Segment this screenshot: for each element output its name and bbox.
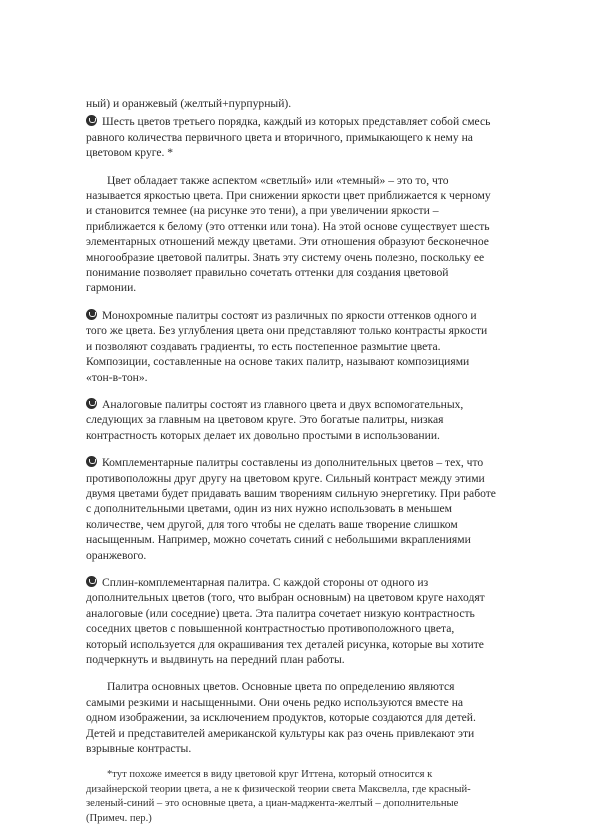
bullet-paragraph-analogous	[86, 397, 496, 443]
bullet-paragraph-monochrome	[86, 308, 496, 385]
paragraph-text: Шесть цветов третьего порядка, каждый из которых представляет собой смесь равного количества первичного цвета и вторичного, примыкающего к нему на цветовом круге. *	[86, 115, 491, 160]
bullet-paragraph-tertiary-colors	[86, 114, 496, 160]
bullet-paragraph-complementary	[86, 455, 496, 563]
paragraph-primary-palette	[86, 679, 496, 756]
palette-icon	[86, 576, 97, 587]
page-content	[86, 96, 496, 837]
palette-icon	[86, 115, 97, 126]
paragraph-text: Аналоговые палитры состоят из главного цвета и двух вспомогательных, следующих за главным на цветовом круге. Это богатые палитры, низкая контрастность которых делает их довольно простыми в использовании.	[86, 397, 464, 442]
paragraph-text: Монохромные палитры состоят из различных по яркости оттенков одного и того же цвета. Без углубления цвета они представляют только контрасты яркости и позволяют создавать градиенты, то есть постепенное размытие цвета. Композиции, составленные на основе таких палитр, называют композициями «тон-в-тон».	[86, 308, 488, 384]
paragraph-text: Цвет обладает также аспектом «светлый» или «темный» – это то, что называется яркостью цвета. При снижении яркости цвет приближается к черному и становится темнее (на рисунке это тени), а при увеличении яркости – приближается к белому (это оттенки или тона). На этой основе существует шесть элементарных отношений между цветами. Эти отношения образуют бесконечное многообразие цветовой палитры. Знать эту систему очень полезно, поскольку ее понимание позволяет правильно сочетать оттенки для создания цветовой гармонии.	[86, 173, 491, 295]
bullet-paragraph-split-complementary	[86, 575, 496, 667]
paragraph-brightness	[86, 173, 496, 296]
paragraph-text: Палитра основных цветов. Основные цвета по определению являются самыми резкими и насыщенными. Они очень редко используются вместе на одном изображении, за исключением продуктов, которые создаются для детей. Детей и представителей американской культуры как раз очень привлекают эти взрывные контрасты.	[86, 680, 476, 756]
paragraph-continuation	[86, 96, 496, 111]
paragraph-text: ный) и оранжевый (желтый+пурпурный).	[86, 97, 292, 110]
paragraph-text: Комплементарные палитры составлены из дополнительных цветов – тех, что противоположны друг другу на цветовом круге. Сильный контраст между этими двумя цветами будет придавать вашим творениям сильную энергетику. При работе с дополнительными цветами, один из них нужно использовать в меньшем количестве, чем другой, для того чтобы не сделать ваше творение слишком насыщенным. Например, можно сочетать синий с небольшими вкраплениями оранжевого.	[86, 456, 496, 562]
palette-icon	[86, 309, 97, 320]
footnote: *тут похоже имеется в виду цветовой круг Иттена, который относится к дизайнерской теории цвета, а не к физической теории света Максвелла, где красный-зеленый-синий – это основные цвета, а циан-маджента-желтый – дополнительные (Примеч. пер.)	[86, 769, 471, 824]
palette-icon	[86, 398, 97, 409]
paragraph-text: Сплин-комплементарная палитра. С каждой стороны от одного из дополнительных цветов (того, что выбран основным) на цветовом круге находят аналоговые (или соседние) цвета. Эта палитра сочетает низкую контрастность соседних цветов с повышенной контрастностью противоположного цвета, который используется для окрашивания тех деталей рисунка, которые вы хотите подчеркнуть и выдвинуть на передний план работы.	[86, 575, 485, 666]
palette-icon	[86, 456, 97, 467]
